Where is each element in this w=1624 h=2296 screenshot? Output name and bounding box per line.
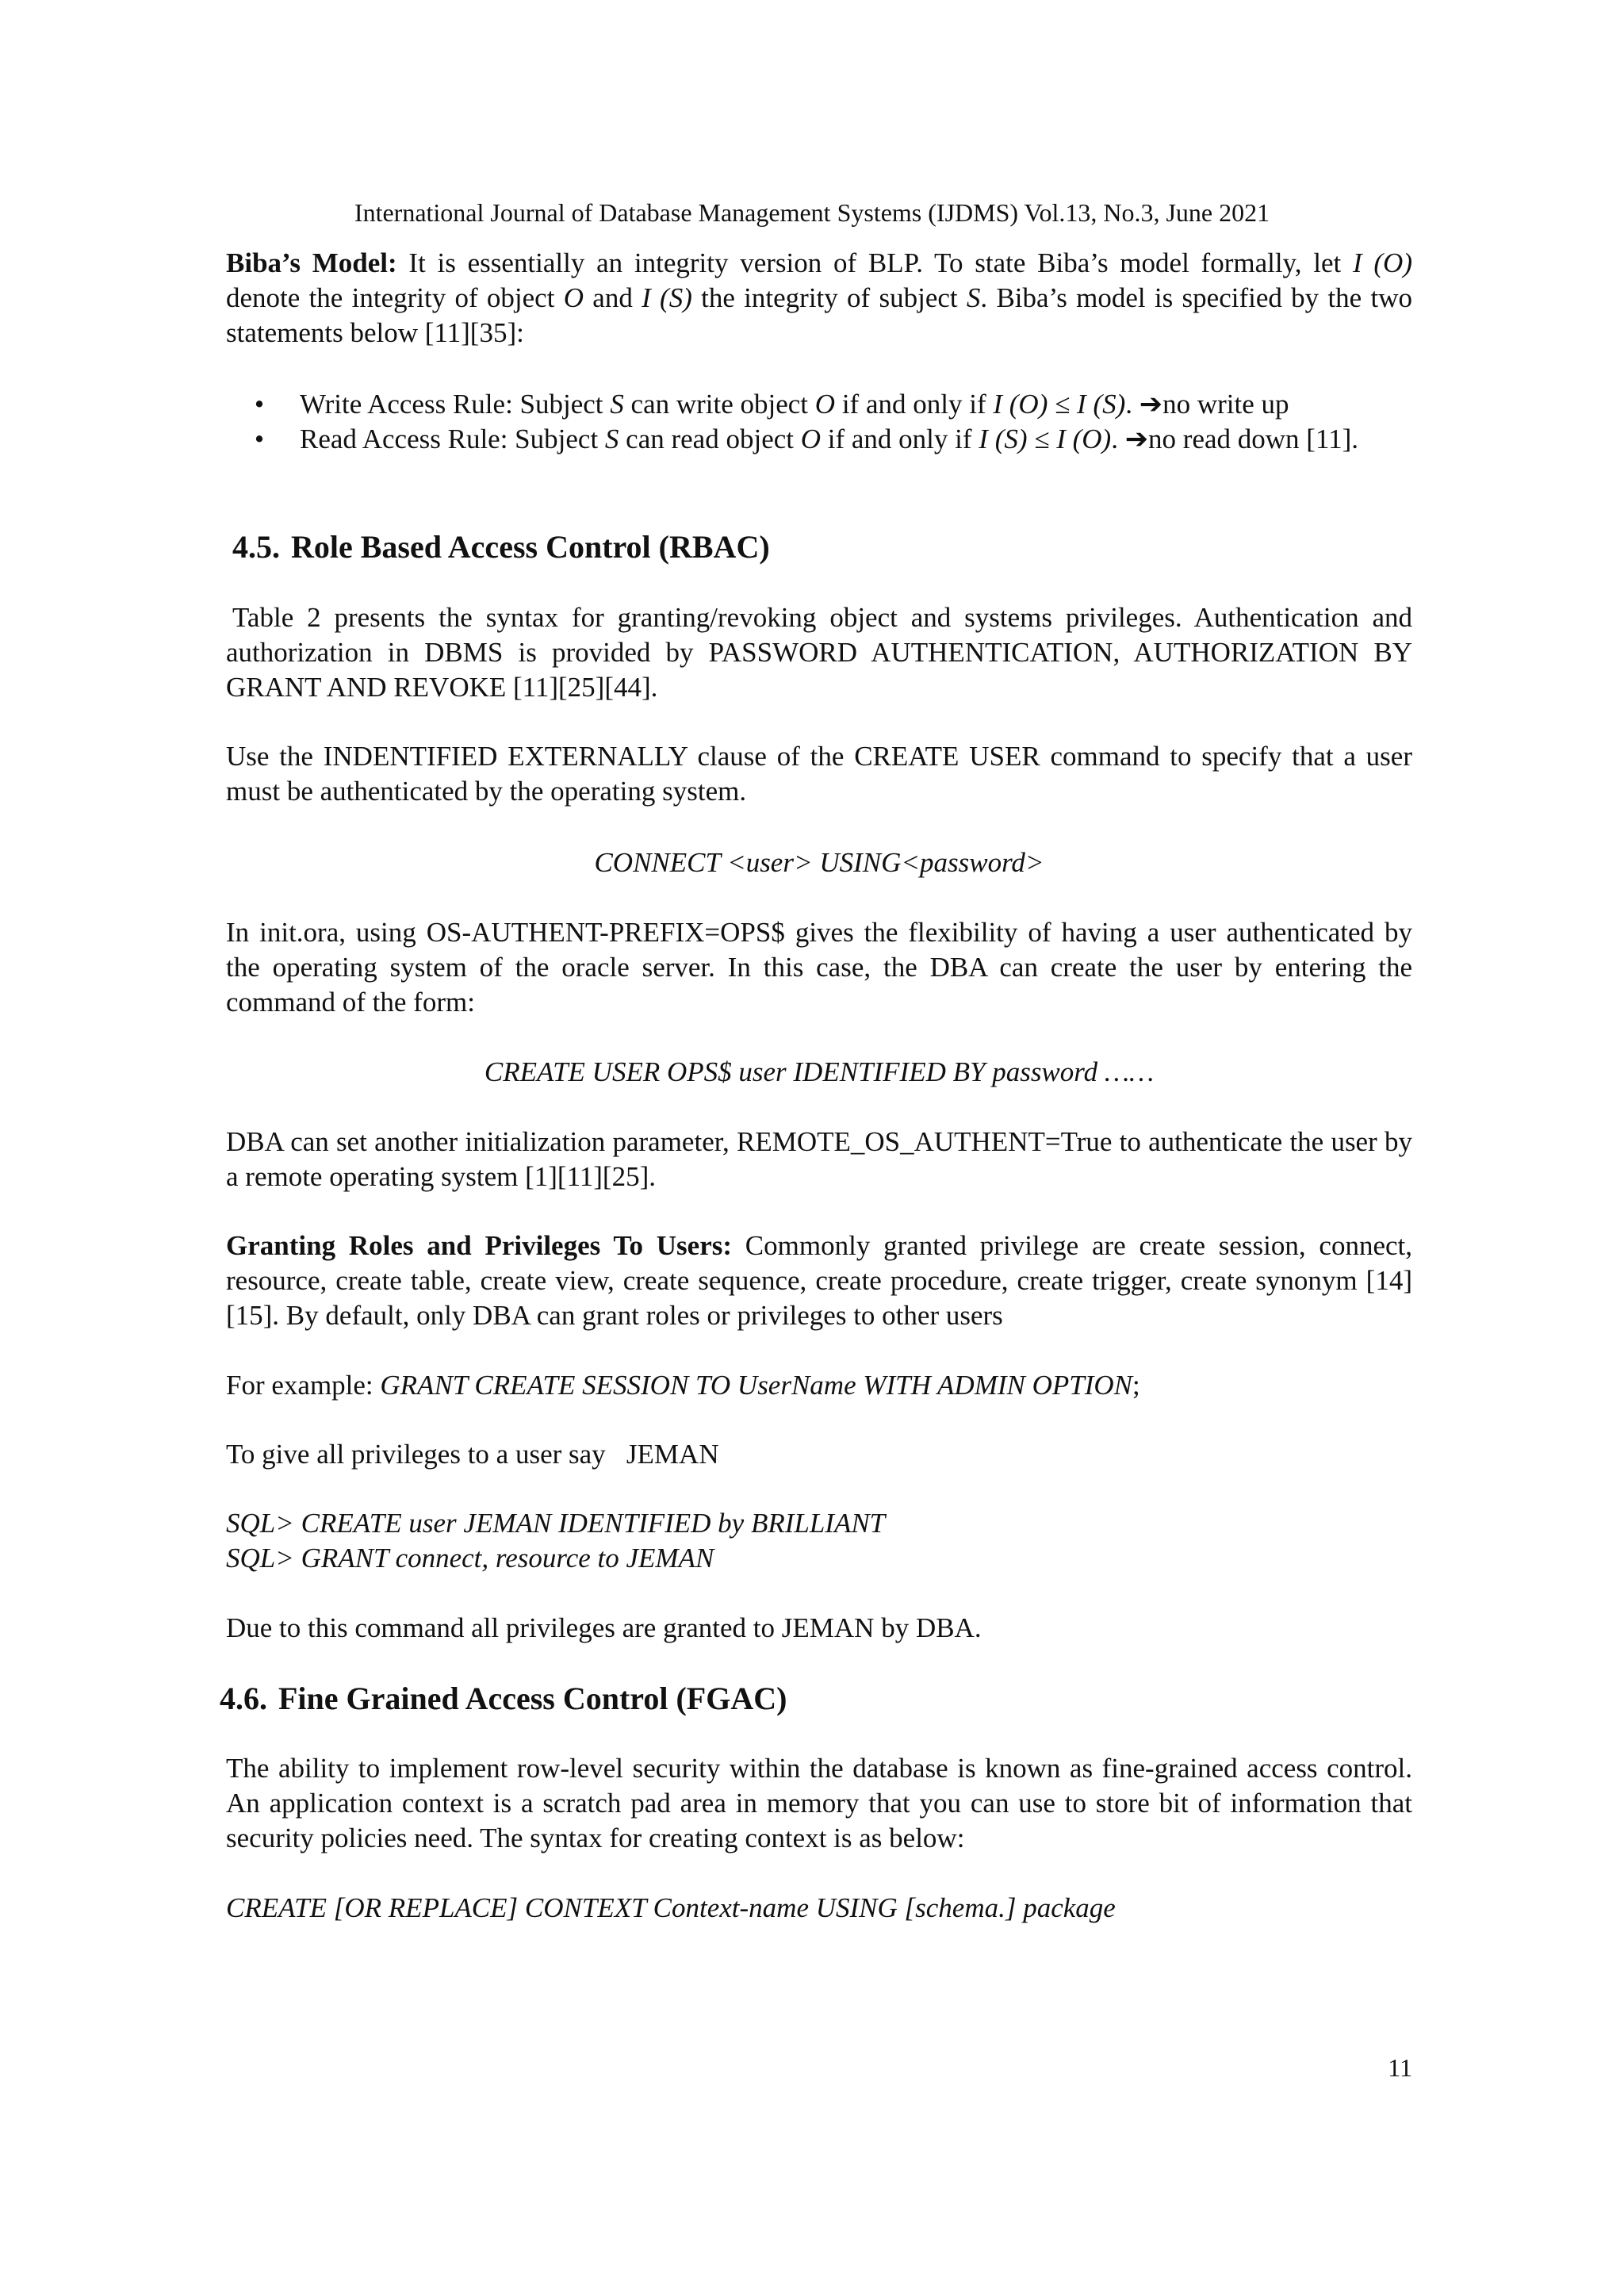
example-paragraph — [226, 1368, 1412, 1403]
sql-text: SQL> GRANT connect, resource to JEMAN — [226, 1543, 714, 1573]
bullet-icon: • — [254, 389, 265, 420]
rule-italic: I (O) ≤ I (S) — [993, 389, 1126, 420]
example-suffix: ; — [1132, 1370, 1140, 1401]
list-item — [226, 387, 1412, 422]
biba-italic-2: O — [563, 282, 584, 313]
journal-header: International Journal of Database Management Systems (IJDMS) Vol.13, No.3, June 2021 — [354, 198, 1270, 227]
section-heading — [220, 1680, 798, 1718]
code-line-connect — [226, 845, 1412, 880]
rule-text: if and only if — [821, 424, 979, 454]
page-number: 11 — [1388, 2053, 1412, 2082]
sql-line-1 — [226, 1506, 1412, 1541]
rule-italic: I (S) ≤ I (O) — [979, 424, 1112, 454]
rule-text: . — [1111, 424, 1125, 454]
code-text: CREATE USER OPS$ user IDENTIFIED BY password …… — [484, 1056, 1155, 1087]
rule-italic: O — [814, 389, 836, 420]
section-title: Role Based Access Control (RBAC) — [291, 529, 770, 565]
granting-label: Granting Roles and Privileges To Users: — [226, 1230, 733, 1261]
access-rules-list — [226, 387, 1412, 457]
rule-italic: S — [604, 424, 619, 454]
code-text: CREATE [OR REPLACE] CONTEXT Context-name USING [schema.] package — [226, 1892, 1116, 1923]
code-text: CONNECT <user> USING<password> — [594, 847, 1044, 878]
biba-label: Biba’s Model: — [226, 247, 397, 278]
rule-text: can read object — [619, 424, 801, 454]
biba-text-5: . Biba’s model is specified by the two statements below [11][35]: — [226, 282, 1412, 348]
rule-text: . — [1125, 389, 1139, 420]
section-number: 4.6. — [220, 1681, 267, 1716]
rule-text: Write Access Rule: Subject — [300, 389, 611, 420]
section-heading — [232, 528, 781, 566]
rule-text: no write up — [1162, 389, 1289, 420]
fgac-paragraph: The ability to implement row-level security within the database is known as fine-grained access control. An application context is a scratch pad area in memory that you can use to store bit of information that security policies need. The syntax for creating context is as below: — [226, 1753, 1412, 1853]
rule-text: Read Access Rule: Subject — [300, 424, 605, 454]
biba-text-3: and — [584, 282, 642, 313]
arrow-icon: ➔ — [1124, 424, 1149, 454]
code-line-create-user — [226, 1055, 1412, 1090]
arrow-icon: ➔ — [1139, 389, 1163, 420]
sql-line-2 — [226, 1541, 1412, 1576]
granting-paragraph — [226, 1228, 1412, 1333]
biba-paragraph — [226, 246, 1412, 351]
jeman-paragraph: To give all privileges to a user say JEMAN — [226, 1439, 719, 1470]
biba-italic-1: I (O) — [1353, 247, 1412, 278]
list-item — [226, 422, 1412, 457]
bullet-icon: • — [254, 424, 265, 454]
biba-text-1: It is essentially an integrity version of BLP. To state Biba’s model formally, let — [396, 247, 1353, 278]
example-code: GRANT CREATE SESSION TO UserName WITH ADMIN OPTION — [380, 1370, 1132, 1401]
biba-text-2: denote the integrity of object — [226, 282, 564, 313]
section-number: 4.5. — [232, 529, 280, 565]
rule-italic: O — [800, 424, 822, 454]
rbac-paragraph-3: In init.ora, using OS-AUTHENT-PREFIX=OPS$ gives the flexibility of having a user authenticated by the operating system of the oracle server. In this case, the DBA can create the user by entering the command of the form: — [226, 917, 1412, 1018]
rbac-paragraph-6: Due to this command all privileges are granted to JEMAN by DBA. — [226, 1612, 982, 1643]
rule-text: if and only if — [835, 389, 994, 420]
biba-italic-3: I (S) — [642, 282, 692, 313]
rule-italic: S — [610, 389, 624, 420]
code-line-context — [226, 1891, 1412, 1926]
sql-text: SQL> CREATE user JEMAN IDENTIFIED by BRILLIANT — [226, 1508, 886, 1539]
rbac-paragraph-2: Use the INDENTIFIED EXTERNALLY clause of the CREATE USER command to specify that a user must be authenticated by the operating system. — [226, 741, 1412, 807]
section-title: Fine Grained Access Control (FGAC) — [278, 1681, 787, 1716]
example-prefix: For example: — [226, 1370, 381, 1401]
granting-text: Commonly granted privilege are create session, connect, resource, create table, create view, create sequence, create procedure, create trigger, create synonym [14][15]. By default, only DBA can grant roles or privileges to other users — [226, 1230, 1412, 1331]
rule-text: no read down [11]. — [1148, 424, 1359, 454]
rbac-paragraph-1: Table 2 presents the syntax for granting/revoking object and systems privileges. Authentication and authorization in DBMS is provided by PASSWORD AUTHENTICATION, AUTHORIZATION BY GRANT AND REVOKE [11][25][44]. — [226, 602, 1412, 703]
biba-italic-4: S — [966, 282, 981, 313]
rbac-paragraph-4: DBA can set another initialization parameter, REMOTE_OS_AUTHENT=True to authenticate the user by a remote operating system [1][11][25]. — [226, 1126, 1412, 1192]
biba-text-4: the integrity of subject — [691, 282, 967, 313]
rule-text: can write object — [623, 389, 815, 420]
